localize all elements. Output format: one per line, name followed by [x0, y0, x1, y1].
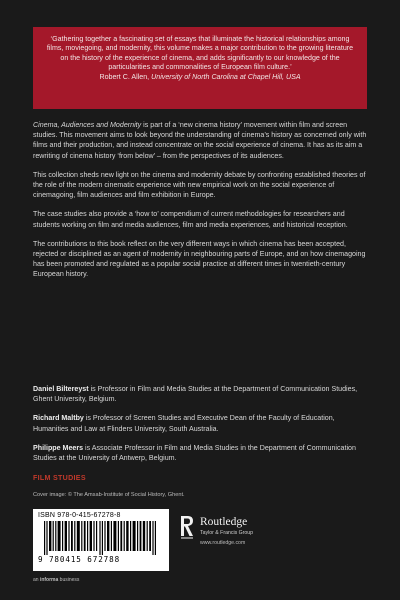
editor-bio-text: is Professor in Film and Media Studies at the Department of Communication Studies, Ghent University, Belgium.	[33, 385, 358, 404]
cover-image-credit: Cover image: © The Amsab-Institute of Social History, Ghent.	[33, 492, 185, 498]
informa-prefix: an	[33, 577, 40, 583]
subject-category: FILM STUDIES	[33, 474, 86, 482]
publisher-url: www.routledge.com	[200, 540, 246, 546]
editor-name: Philippe Meers	[33, 443, 84, 452]
review-quote-text: ‘Gathering together a fascinating set of essays that illuminate the historical relationships among films, moviegoing, and modernity, this volume makes a major contribution to the growing literature on the history of the experience of cinema, and adds significantly to our knowledge of the particularities and commonalities of European film culture.’	[46, 35, 354, 72]
editor-name: Daniel Biltereyst	[33, 385, 89, 393]
publisher-name: Routledge	[200, 516, 248, 528]
review-author: Robert C. Allen,	[99, 72, 150, 81]
editor-name: Richard Maltby	[33, 414, 84, 423]
editor-bios	[33, 384, 369, 472]
book-description	[33, 120, 369, 289]
informa-brand: informa	[39, 577, 59, 583]
publisher-block	[178, 514, 298, 554]
isbn-barcode	[33, 509, 169, 571]
editor-bio	[33, 413, 369, 433]
description-paragraph-1	[33, 120, 369, 161]
editor-bio	[33, 384, 369, 404]
description-paragraph-1-text: is part of a ‘new cinema history’ movement within film and screen studies. This movement aims to look beyond the understanding of cinema’s history as concerned only with films and their production, and instead concentrate on the social experience of cinema. It has as its aim a rewriting of cinema history ‘from below’ – from the perspectives of its audiences.	[33, 121, 367, 160]
isbn-label: ISBN 978-0-415-67278-8	[38, 512, 121, 519]
informa-footer	[33, 577, 79, 583]
barcode-bars	[38, 521, 164, 555]
description-paragraph-2: This collection sheds new light on the cinema and modernity debate by confronting established theories of the role of the modern cinematic experience with new empirical work on the social experience of cinemagoing, film audiences and film exhibition in Europe.	[33, 170, 366, 200]
review-attribution	[43, 73, 357, 82]
description-paragraph-3: The case studies also provide a ‘how to’ compendium of current methodologies for researchers and students working on film and media audiences, film and media experiences, and historical reception.	[33, 210, 348, 229]
review-affiliation: University of North Carolina at Chapel Hill, USA	[151, 72, 301, 81]
routledge-logo-icon	[178, 514, 196, 540]
editor-bio-text: is Associate Professor in Film and Media Studies in the Department of Communication Studies at the University of Antwerp, Belgium.	[33, 443, 356, 463]
barcode-digits: 9 780415 672788	[38, 555, 121, 564]
description-paragraph-4: The contributions to this book reflect on the very different ways in which cinema has been accepted, rejected or disciplined as an agent of modernity in neighbouring parts of Europe, and on how cinemagoing has been promoted and regulated as a popular social practice at different times in twentieth-century European history.	[33, 239, 366, 279]
editor-bio-text: is Professor of Screen Studies and Executive Dean of the Faculty of Education, Humanities and Law at Flinders University, South Australia.	[33, 414, 335, 433]
publisher-group: Taylor & Francis Group	[200, 530, 254, 536]
editor-bio	[33, 443, 369, 463]
informa-suffix: business	[58, 577, 80, 583]
review-quote-box	[33, 27, 367, 109]
book-title: Cinema, Audiences and Modernity	[33, 121, 142, 129]
